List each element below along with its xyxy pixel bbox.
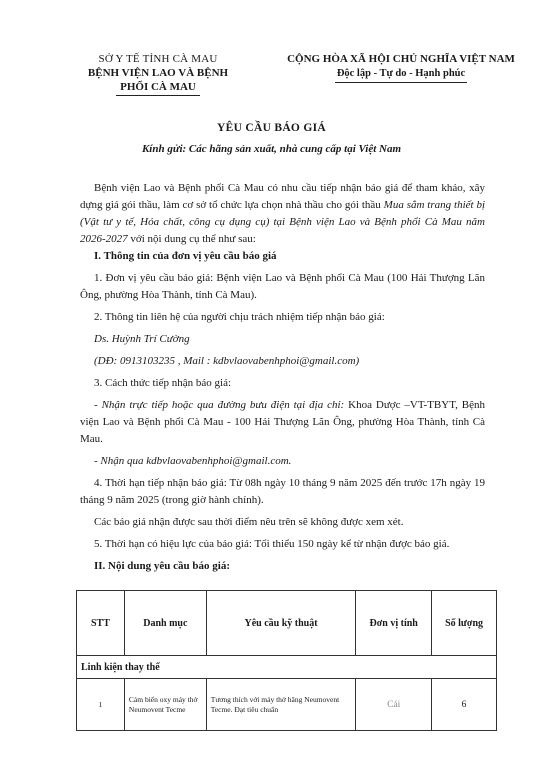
- header-left: [58, 52, 258, 96]
- delivery-method-1-label: - Nhận trực tiếp hoặc qua đường bưu điện tại địa chỉ:: [94, 399, 345, 411]
- hospital-name-line1: BỆNH VIỆN LAO VÀ BỆNH: [87, 67, 229, 79]
- hospital-name-line2: PHỔI CÀ MAU: [116, 80, 200, 96]
- section-1-item-2: 2. Thông tin liên hệ của người chịu trách nhiệm tiếp nhận báo giá:: [94, 311, 385, 323]
- section-1-heading: I. Thông tin của đơn vị yêu cầu báo giá: [94, 250, 277, 262]
- section-1-item-1: 1. Đơn vị yêu cầu báo giá: Bệnh viện Lao và Bệnh phổi Cà Mau (100 Hải Thượng Lãn Ông, phường Hòa Thành, tỉnh Cà Mau).: [80, 272, 485, 301]
- section-1-item-4: 4. Thời hạn tiếp nhận báo giá: Từ 08h ngày 10 tháng 9 năm 2025 đến trước 17h ngày 19 tháng 9 năm 2025 (trong giờ hành chính).: [80, 477, 485, 506]
- national-motto: Độc lập - Tự do - Hạnh phúc: [335, 67, 467, 83]
- col-header-stt: STT: [77, 591, 125, 656]
- section-1-item-5: 5. Thời hạn có hiệu lực của báo giá: Tối thiểu 150 ngày kể từ nhận được báo giá.: [94, 538, 450, 550]
- department-name: SỞ Y TẾ TỈNH CÀ MAU: [98, 53, 218, 65]
- document-body: [80, 180, 485, 575]
- late-submission-note: Các báo giá nhận được sau thời điểm nêu trên sẽ không được xem xét.: [94, 516, 404, 528]
- addressee: Kính gửi: Các hãng sản xuất, nhà cung cấp tại Việt Nam: [141, 143, 402, 155]
- section-2-heading: II. Nội dung yêu cầu báo giá:: [94, 560, 231, 572]
- intro-package-name: Mua sắm trang thiết bị (Vật tư y tế, Hóa chất, công cụ dụng cụ) tại Bệnh viện Lao và Bệnh phổi Cà Mau năm 2026-2027: [80, 199, 485, 245]
- cell-unit: Cái: [356, 679, 432, 731]
- col-header-item: Danh mục: [124, 591, 206, 656]
- delivery-method-2: - Nhận qua kdbvlaovabenhphoi@gmail.com.: [94, 455, 292, 467]
- cell-item-name: Cảm biến oxy máy thở Neumovent Tecme: [124, 679, 206, 731]
- cell-stt: 1: [77, 679, 125, 731]
- delivery-method-1-address: Khoa Dược –VT-TBYT, Bệnh viện Lao và Bệnh phổi Cà Mau - 100 Hải Thượng Lãn Ông, phường Hòa Thành, tỉnh Cà Mau.: [80, 399, 485, 445]
- col-header-unit: Đơn vị tính: [356, 591, 432, 656]
- table-header-row: [77, 591, 497, 656]
- intro-text-1: Bệnh viện Lao và Bệnh phổi Cà Mau có nhu cầu tiếp nhận báo giá để tham khảo, xây dựng giá gói thầu, làm cơ sở tổ chức lựa chọn nhà thầu cho gói thầu: [80, 182, 485, 211]
- document-title: YÊU CẦU BÁO GIÁ: [217, 122, 326, 134]
- intro-paragraph: [80, 180, 485, 248]
- header-right: [270, 52, 532, 83]
- contact-info: (DĐ: 0913103235 , Mail : kdbvlaovabenhphoi@gmail.com): [94, 355, 360, 367]
- contact-name: Ds. Huỳnh Trí Cường: [94, 333, 190, 345]
- category-row: [77, 656, 497, 679]
- col-header-spec: Yêu cầu kỹ thuật: [206, 591, 356, 656]
- delivery-method-1: [80, 397, 485, 448]
- cell-qty: 6: [432, 679, 497, 731]
- national-title: CỘNG HÒA XÃ HỘI CHỦ NGHĨA VIỆT NAM: [287, 53, 515, 65]
- cell-spec: Tương thích với máy thở hãng Neumovent Tecme. Đạt tiêu chuẩn: [206, 679, 356, 731]
- category-label: Linh kiện thay thế: [77, 656, 497, 679]
- section-1-item-3: 3. Cách thức tiếp nhận báo giá:: [94, 377, 232, 389]
- table-row: [77, 679, 497, 731]
- intro-text-3: với nội dung cụ thể như sau:: [127, 233, 256, 245]
- quote-items-table: [76, 590, 497, 731]
- col-header-qty: Số lượng: [432, 591, 497, 656]
